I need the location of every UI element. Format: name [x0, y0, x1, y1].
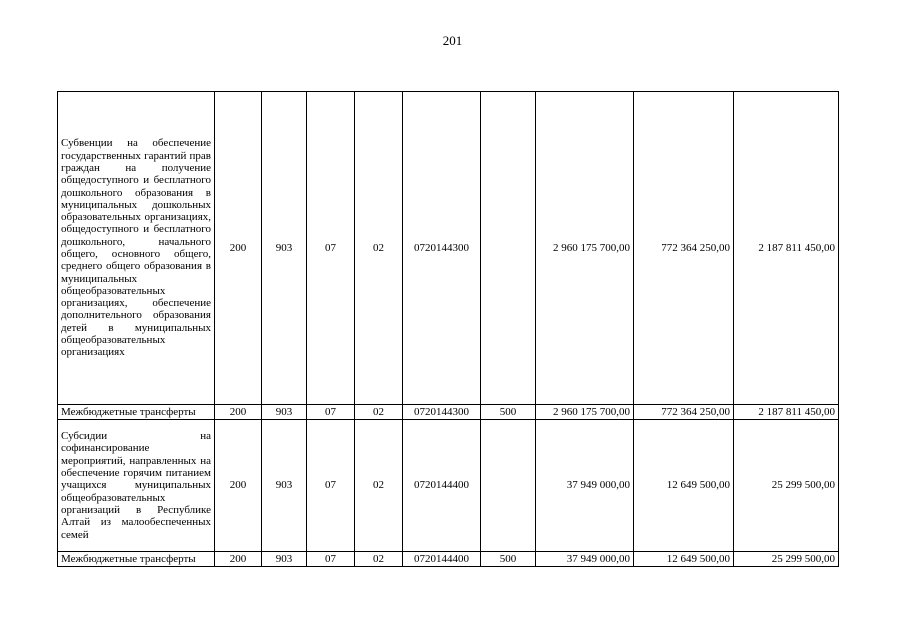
row-pr: 02: [355, 420, 403, 552]
row-sum3: 25 299 500,00: [734, 420, 839, 552]
row-type: 500: [481, 405, 536, 420]
row-grbs: 903: [262, 420, 307, 552]
row-pr: 02: [355, 405, 403, 420]
row-name: Субсидии на софинансирование мероприятий, направленных на обеспечение горячим питанием учащихся муниципальных общеобразовательных организаций в Республике Алтай из малообеспеченных семей: [58, 420, 215, 552]
table-row: [58, 552, 839, 567]
row-grbs: 903: [262, 552, 307, 567]
row-sum1: 2 960 175 700,00: [536, 92, 634, 405]
row-vr: 200: [215, 92, 262, 405]
row-type: [481, 420, 536, 552]
row-vr: 200: [215, 552, 262, 567]
row-sum2: 12 649 500,00: [634, 420, 734, 552]
row-grbs: 903: [262, 405, 307, 420]
row-name: Субвенции на обеспечение государственных гарантий прав граждан на получение общедоступного и бесплатного дошкольного образования в муниципальных дошкольных образовательных организациях, общедоступного и бесплатного дошкольного, начального общего, основного общего, среднего общего образования в муниципальных общеобразовательных организациях, обеспечение дополнительного образования детей в муниципальных общеобразовательных организациях: [58, 92, 215, 405]
row-sum2: 772 364 250,00: [634, 405, 734, 420]
row-rz: 07: [307, 92, 355, 405]
row-sum3: 2 187 811 450,00: [734, 92, 839, 405]
row-type: [481, 92, 536, 405]
row-rz: 07: [307, 405, 355, 420]
row-sum1: 37 949 000,00: [536, 552, 634, 567]
budget-table: [57, 91, 839, 567]
row-vr: 200: [215, 405, 262, 420]
row-pr: 02: [355, 92, 403, 405]
row-csr: 0720144300: [403, 92, 481, 405]
row-rz: 07: [307, 552, 355, 567]
row-grbs: 903: [262, 92, 307, 405]
row-sum3: 2 187 811 450,00: [734, 405, 839, 420]
row-sum3: 25 299 500,00: [734, 552, 839, 567]
row-csr: 0720144400: [403, 420, 481, 552]
row-rz: 07: [307, 420, 355, 552]
row-sum1: 2 960 175 700,00: [536, 405, 634, 420]
table-row: [58, 420, 839, 552]
row-csr: 0720144400: [403, 552, 481, 567]
row-vr: 200: [215, 420, 262, 552]
row-type: 500: [481, 552, 536, 567]
row-name: Межбюджетные трансферты: [58, 405, 215, 420]
row-pr: 02: [355, 552, 403, 567]
row-sum2: 772 364 250,00: [634, 92, 734, 405]
table-row: [58, 92, 839, 405]
row-sum2: 12 649 500,00: [634, 552, 734, 567]
table-row: [58, 405, 839, 420]
page-number: 201: [442, 33, 463, 48]
row-csr: 0720144300: [403, 405, 481, 420]
row-sum1: 37 949 000,00: [536, 420, 634, 552]
row-name: Межбюджетные трансферты: [58, 552, 215, 567]
